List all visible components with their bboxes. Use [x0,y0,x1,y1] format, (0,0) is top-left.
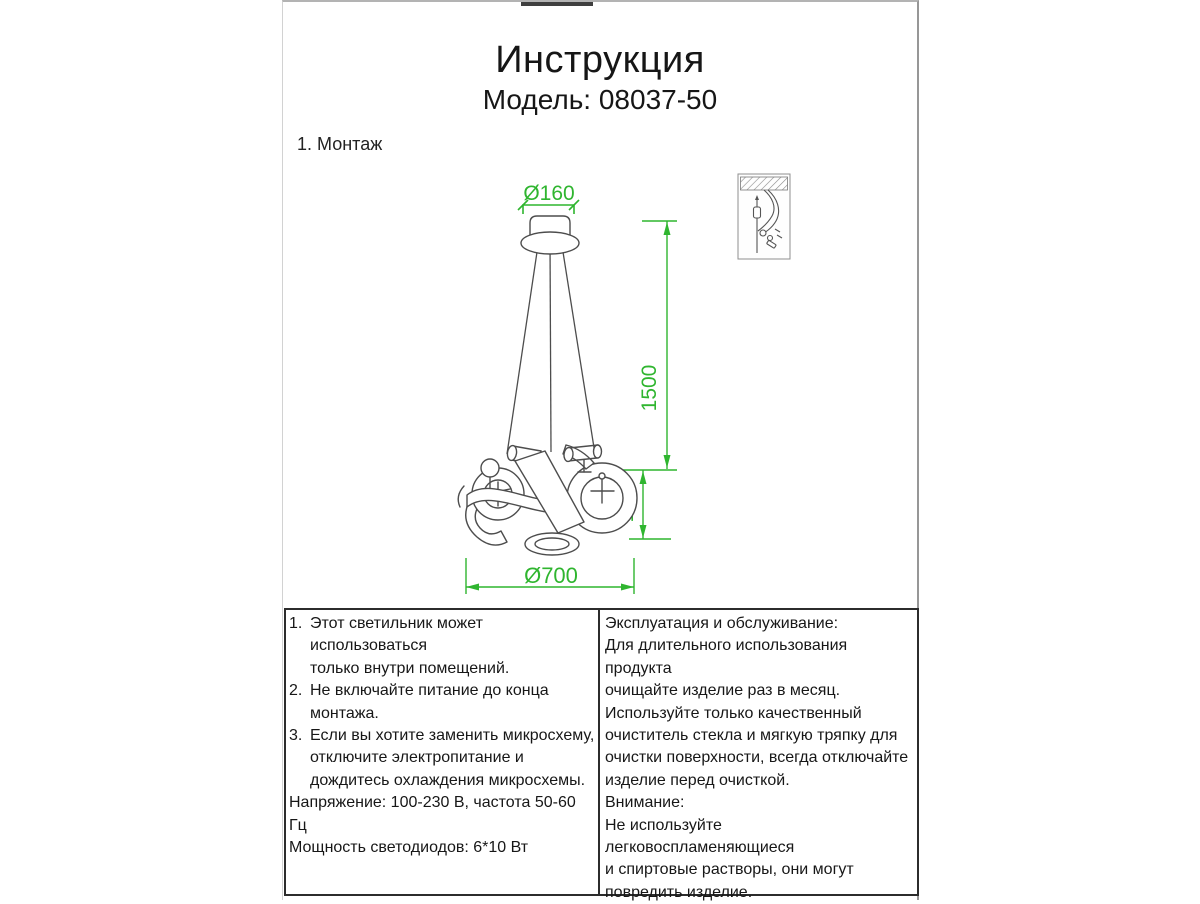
dim-label-canopy: Ø160 [523,182,575,205]
note-line: Не включайте питание до конца [310,682,549,700]
suspension-cables [507,240,595,454]
model-number: Модель: 08037-50 [482,84,718,115]
note-number: 1. [289,615,303,632]
dimension-canopy-diameter [518,182,579,214]
ceiling-attachment-detail [738,174,790,259]
dimension-body-diameter [466,558,634,594]
note-text [310,680,549,725]
dimension-drop-height [638,221,677,469]
voltage-spec: Напряжение: 100-230 В, частота 50-60 Гц [289,794,576,834]
note-item-3 [289,725,596,792]
ceiling-canopy [521,216,579,254]
page-title: Инструкция [495,39,705,81]
note-number: 3. [289,727,303,745]
note-number: 2. [289,682,303,700]
warning-title: Внимание: [605,794,685,812]
note-line: отключите электропитание и [310,749,524,767]
maintenance-line: очиститель стекла и мягкую тряпку для [605,727,898,745]
power-spec: Мощность светодиодов: 6*10 Вт [289,839,529,857]
maintenance-line: Используйте только качественный [605,704,862,722]
warning-line: Не используйте легковоспламеняющиеся [605,816,795,857]
note-line: монтажа. [310,704,379,722]
dim-label-body-diameter: Ø700 [524,563,578,588]
note-line: Если вы хотите заменить микросхему, [310,727,595,745]
note-line: Этот светильник может использоваться [310,615,483,655]
note-text [310,725,594,792]
lamp-mounting-diagram [283,162,920,607]
maintenance-line: очистки поверхности, всегда отключайте [605,749,909,767]
warning-line: повредить изделие. [605,883,753,901]
section-heading-montazh: 1. Монтаж [297,134,383,154]
maintenance-line: изделие перед очисткой. [605,771,790,789]
safety-notes-box [284,608,600,896]
note-text [310,613,596,680]
warning-line: и спиртовые растворы, они могут [605,861,854,879]
instruction-sheet [282,0,919,900]
note-line: дождитесь охлаждения микросхемы. [310,771,586,789]
maintenance-notes-box [600,608,919,901]
photo-edge-artifact [521,2,593,6]
dim-label-drop-height: 1500 [638,364,661,412]
maintenance-title: Эксплуатация и обслуживание: [605,615,839,632]
note-line: только внутри помещений. [310,659,510,677]
lamp-body [458,445,637,555]
note-item-2 [289,680,596,725]
maintenance-line: Для длительного использования продукта [605,637,848,677]
maintenance-line: очищайте изделие раз в месяц. [605,682,841,700]
note-item-1 [289,613,596,680]
